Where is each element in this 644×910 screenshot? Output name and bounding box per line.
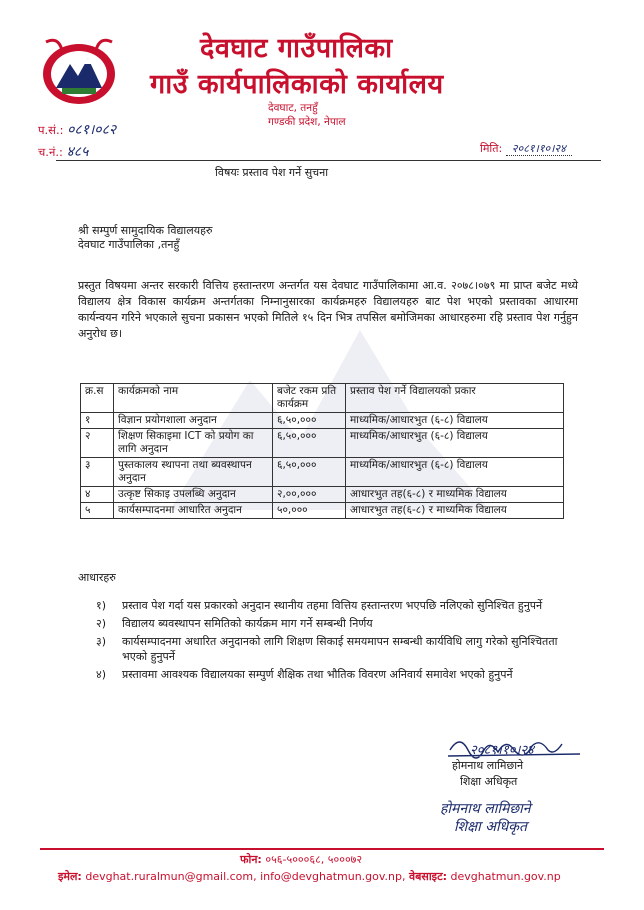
footer-divider — [40, 848, 604, 850]
cell-program: पुस्तकालय स्थापना तथा ब्यवस्थापन अनुदान — [114, 458, 273, 487]
table-row — [81, 503, 564, 519]
office-title-line1: देवघाट गाउँपालिका — [200, 33, 393, 64]
phone-label: फोन: — [240, 853, 262, 866]
cell-budget: २,००,००० — [273, 487, 346, 503]
date-line — [480, 141, 572, 156]
table-header-row — [81, 384, 564, 413]
cell-school-type: माध्यमिक/आधारभुत (६-८) विद्यालय — [346, 458, 564, 487]
ps-number — [38, 120, 116, 139]
col-header-school-type: प्रस्ताव पेश गर्ने विद्यालयको प्रकार — [346, 384, 564, 413]
signatory-post: शिक्षा अधिकृत — [460, 775, 518, 788]
recipient-line1: श्री सम्पुर्ण सामुदायिक विद्यालयहरु — [78, 224, 213, 237]
address-line2: गण्डकी प्रदेश, नेपाल — [268, 116, 346, 128]
cell-program: कार्यसम्पादनमा आधारित अनुदान — [114, 503, 273, 519]
cell-program: उत्कृष्ट सिकाइ उपलब्धि अनुदान — [114, 487, 273, 503]
cell-sn: ३ — [81, 458, 114, 487]
cell-budget: ६,५०,००० — [273, 413, 346, 429]
header-divider — [56, 160, 601, 161]
basis-text: विद्यालय ब्यवस्थापन समितिको कार्यक्रम माग गर्ने सम्बन्धी निर्णय — [122, 617, 373, 630]
recipient-line2: देवघाट गाउँपालिका ,तनहुँ — [78, 238, 180, 251]
program-table — [80, 383, 564, 519]
table-row — [81, 429, 564, 458]
basis-num: १) — [96, 599, 107, 612]
cell-budget: ६,५०,००० — [273, 429, 346, 458]
official-stamp — [440, 800, 531, 836]
basis-text: कार्यसम्पादनमा अधारित अनुदानको लागि शिक्षण सिकाई समयमापन सम्बन्धी कार्यविधि लागु गरेको सुनिश्चितता भएको हुनुपर्ने — [122, 635, 558, 663]
subject-line: विषयः प्रस्ताव पेश गर्ने सुचना — [215, 166, 329, 179]
web-label: वेबसाइट: — [408, 870, 448, 883]
basis-text: प्रस्तावमा आवश्यक विद्यालयका सम्पुर्ण शैक्षिक तथा भौतिक विवरण अनिवार्य समावेश भएको हुनुपर्ने — [122, 668, 513, 681]
email-value[interactable]: devghat.ruralmun@gmail.com, info@devghatmun.gov.np, — [85, 870, 406, 883]
cell-sn: २ — [81, 429, 114, 458]
list-item — [96, 667, 566, 682]
stamp-name: होमनाथ लामिछाने — [440, 801, 531, 817]
footer-contact — [58, 869, 561, 884]
basis-list — [96, 598, 566, 685]
cell-school-type: माध्यमिक/आधारभुत (६-८) विद्यालय — [346, 429, 564, 458]
signatory-block — [452, 758, 523, 790]
table-row — [81, 487, 564, 503]
nepal-emblem-logo — [38, 34, 120, 106]
col-header-budget: बजेट रकम प्रति कार्यक्रम — [273, 384, 346, 413]
cell-school-type: माध्यमिक/आधारभुत (६-८) विद्यालय — [346, 413, 564, 429]
ps-label: प.सं.: — [38, 123, 64, 137]
recipient-block — [78, 224, 213, 252]
phone-value: ०५६-५०००६८, ५०००७२ — [265, 853, 363, 866]
basis-num: ३) — [96, 635, 107, 648]
col-header-sn: क्र.स — [81, 384, 114, 413]
basis-num: २) — [96, 617, 107, 630]
cell-budget: ५०,००० — [273, 503, 346, 519]
date-value: २०८१।१०।२४ — [506, 142, 572, 156]
office-title-line2: गाउँ कार्यपालिकाको कार्यालय — [150, 69, 444, 100]
basis-num: ४) — [96, 668, 107, 681]
cell-sn: १ — [81, 413, 114, 429]
cn-value: ४८५ — [66, 144, 89, 160]
stamp-post: शिक्षा अधिकृत — [454, 819, 527, 835]
email-label: इमेल: — [58, 870, 82, 883]
ps-value: ०८१।०८२ — [67, 122, 117, 138]
table-row — [81, 413, 564, 429]
signatory-name: होमनाथ लामिछाने — [452, 759, 524, 772]
cell-sn: ४ — [81, 487, 114, 503]
cell-school-type: आधारभुत तह(६-८) र माध्यमिक विद्यालय — [346, 503, 564, 519]
cell-program: विज्ञान प्रयोगशाला अनुदान — [114, 413, 273, 429]
date-label: मिति: — [480, 142, 503, 155]
basis-heading: आधारहरु — [78, 571, 116, 584]
office-address — [268, 101, 346, 129]
web-value[interactable]: devghatmun.gov.np — [450, 870, 561, 883]
footer-phone — [240, 852, 362, 867]
basis-text: प्रस्ताव पेश गर्दा यस प्रकारको अनुदान स्थानीय तहमा वित्तिय हस्तान्तरण भएपछि नलिएको सुनिश्चित हुनुपर्ने — [122, 599, 543, 612]
cell-school-type: आधारभुत तह(६-८) र माध्यमिक विद्यालय — [346, 487, 564, 503]
body-paragraph: प्रस्तुत विषयमा अन्तर सरकारी वित्तिय हस्तान्तरण अन्तर्गत यस देवघाट गाउँपालिकामा आ.व. २०७८।०७९ मा प्राप्त बजेट मध्ये विद्यालय क्षेत्र विकास कार्यक्रम अन्तर्गतका निम्नानुसारका कार्यक्रमहरु विद्यालयहरु बाट पेश भएको प्रस्तावका आधारमा कार्यन्वयन गरिने भएकाले सुचना प्रकासन भएको मितिले १५ दिन भित्र तपसिल बमोजिमका आधारहरुमा रहि प्रस्ताव पेश गर्नुहुन अनुरोध छ। — [78, 279, 578, 340]
list-item — [96, 598, 566, 613]
address-line1: देवघाट, तनहुँ — [268, 102, 318, 114]
signature-date: २०८१।१०।२४ — [470, 743, 534, 758]
cell-sn: ५ — [81, 503, 114, 519]
list-item — [96, 616, 566, 631]
table-row — [81, 458, 564, 487]
list-item — [96, 634, 566, 664]
cn-number — [38, 142, 88, 161]
cn-label: च.नं.: — [38, 145, 63, 159]
cell-program: शिक्षण सिकाइमा ICT को प्रयोग का लागि अनुदान — [114, 429, 273, 458]
col-header-program: कार्यक्रमको नाम — [114, 384, 273, 413]
cell-budget: ६,५०,००० — [273, 458, 346, 487]
